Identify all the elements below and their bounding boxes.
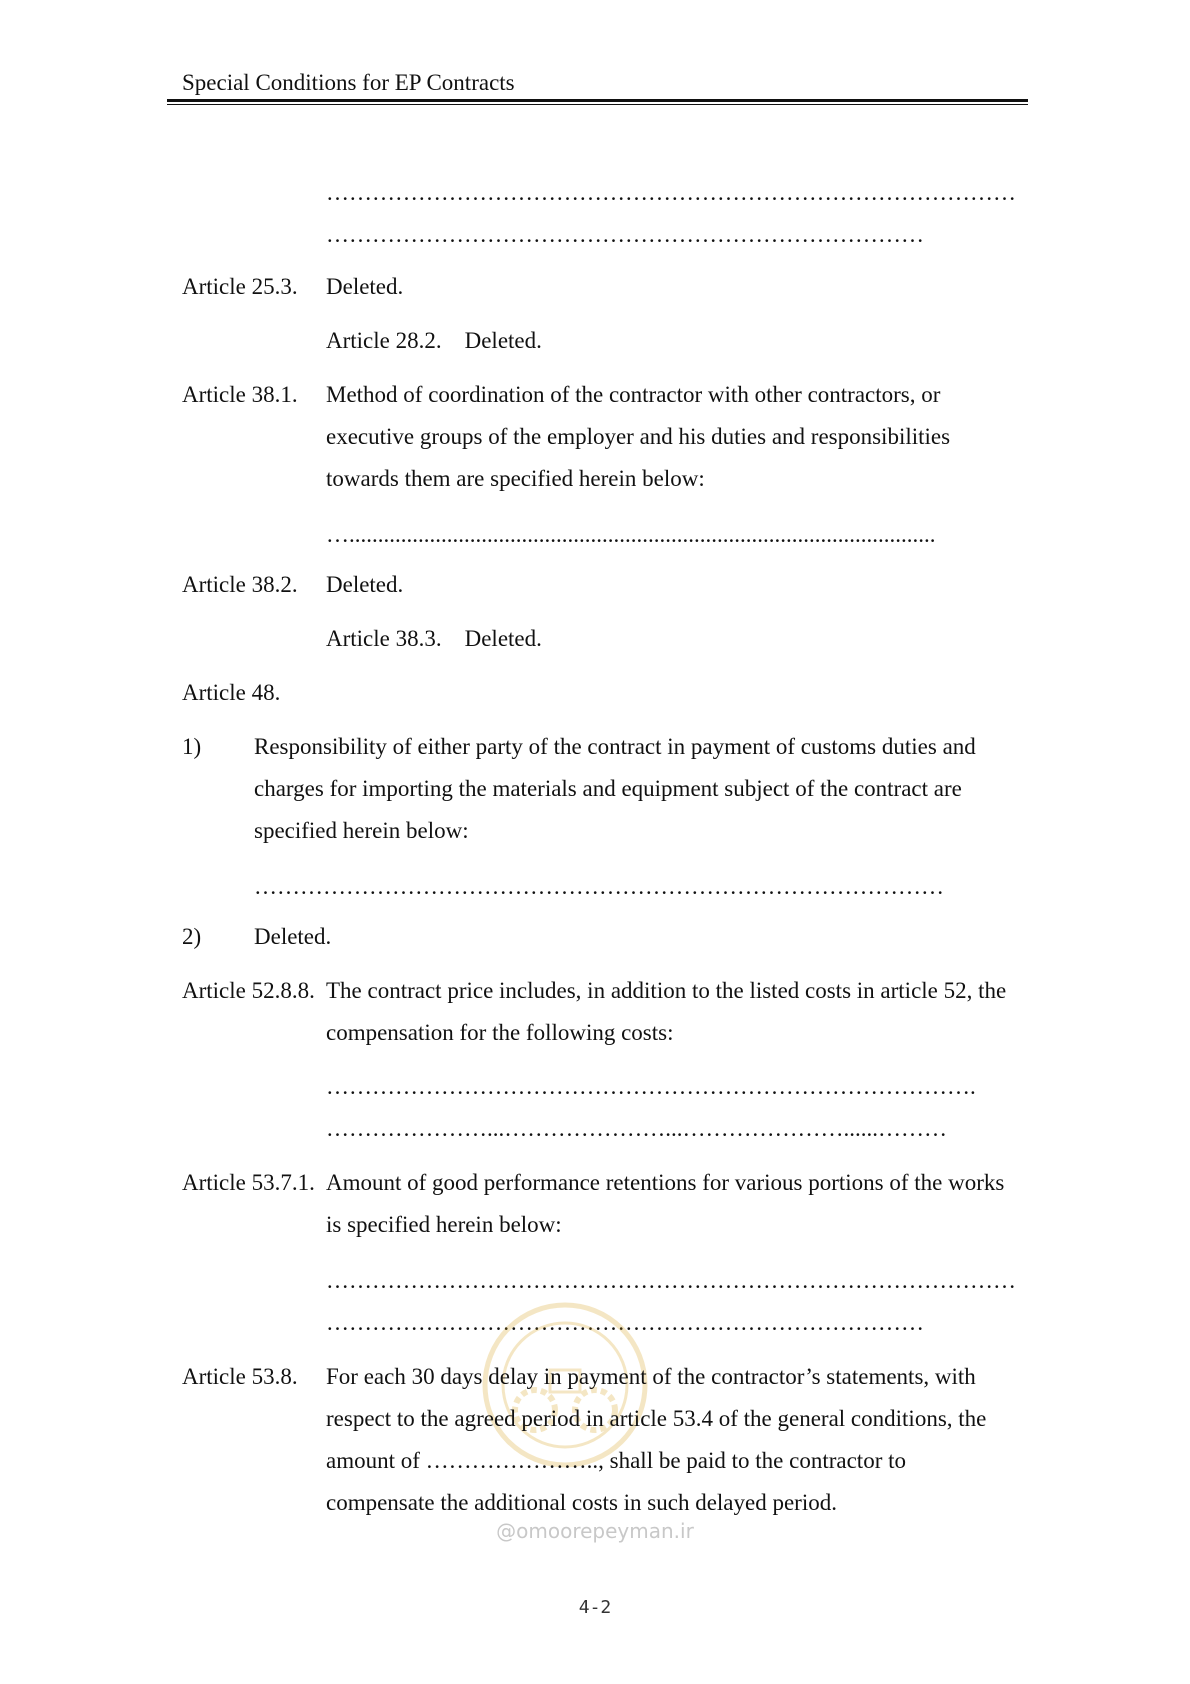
item-number: 2) xyxy=(182,924,202,949)
item-text: Responsibility of either party of the contract in payment of customs duties and xyxy=(254,734,976,759)
article-text: executive groups of the employer and his duties and responsibilities xyxy=(326,424,951,449)
item-text: charges for importing the materials and equipment subject of the contract are xyxy=(254,776,962,801)
fill-line: …………………………………………………………………… xyxy=(326,222,924,247)
article-text: Deleted. xyxy=(326,274,404,299)
article-label: Article 53.7.1. xyxy=(182,1170,315,1195)
article-text: Deleted. xyxy=(326,572,404,597)
fill-line: ……………………………………………………………………………… xyxy=(326,1268,1016,1293)
article-label: Article 52.8.8. xyxy=(182,978,315,1003)
item-text: specified herein below: xyxy=(254,818,469,843)
fill-line: …...................................................................................................... xyxy=(326,522,936,547)
article-text: compensate the additional costs in such delayed period. xyxy=(326,1490,837,1515)
header-rule-thin xyxy=(167,104,1028,105)
article-text: is specified herein below: xyxy=(326,1212,562,1237)
article-label: Article 48. xyxy=(182,680,281,705)
article-label: Article 38.1. xyxy=(182,382,298,407)
article-text: Method of coordination of the contractor with other contractors, or xyxy=(326,382,941,407)
fill-line: …………………...…………………...…………………......……… xyxy=(326,1116,947,1141)
article-label: Article 25.3. xyxy=(182,274,298,299)
item-text: Deleted. xyxy=(254,924,332,949)
article-text: compensation for the following costs: xyxy=(326,1020,674,1045)
fill-line: ……………………………………………………………………………… xyxy=(326,180,1016,205)
watermark-text: @omoorepeyman.ir xyxy=(496,1519,694,1543)
article-inline: Article 38.3. Deleted. xyxy=(326,626,542,651)
fill-line: …………………………………………………………………… xyxy=(326,1310,924,1335)
article-text: For each 30 days delay in payment of the contractor’s statements, with xyxy=(326,1364,976,1389)
article-inline: Article 28.2. Deleted. xyxy=(326,328,542,353)
fill-line: ……………………………………………………………………………… xyxy=(254,874,944,899)
article-text: towards them are specified herein below: xyxy=(326,466,705,491)
article-text: Amount of good performance retentions for various portions of the works xyxy=(326,1170,1005,1195)
page-number: 4-2 xyxy=(578,1597,612,1618)
article-text: respect to the agreed period in article 53.4 of the general conditions, the xyxy=(326,1406,987,1431)
running-header: Special Conditions for EP Contracts xyxy=(182,70,515,95)
item-number: 1) xyxy=(182,734,202,759)
article-text: The contract price includes, in addition to the listed costs in article 52, the xyxy=(326,978,1007,1003)
article-text: amount of ………………….., shall be paid to the contractor to xyxy=(326,1448,906,1473)
article-label: Article 53.8. xyxy=(182,1364,298,1389)
header-rule xyxy=(167,99,1028,102)
article-label: Article 38.2. xyxy=(182,572,298,597)
fill-line: …………………………………………………………………………. xyxy=(326,1074,976,1099)
